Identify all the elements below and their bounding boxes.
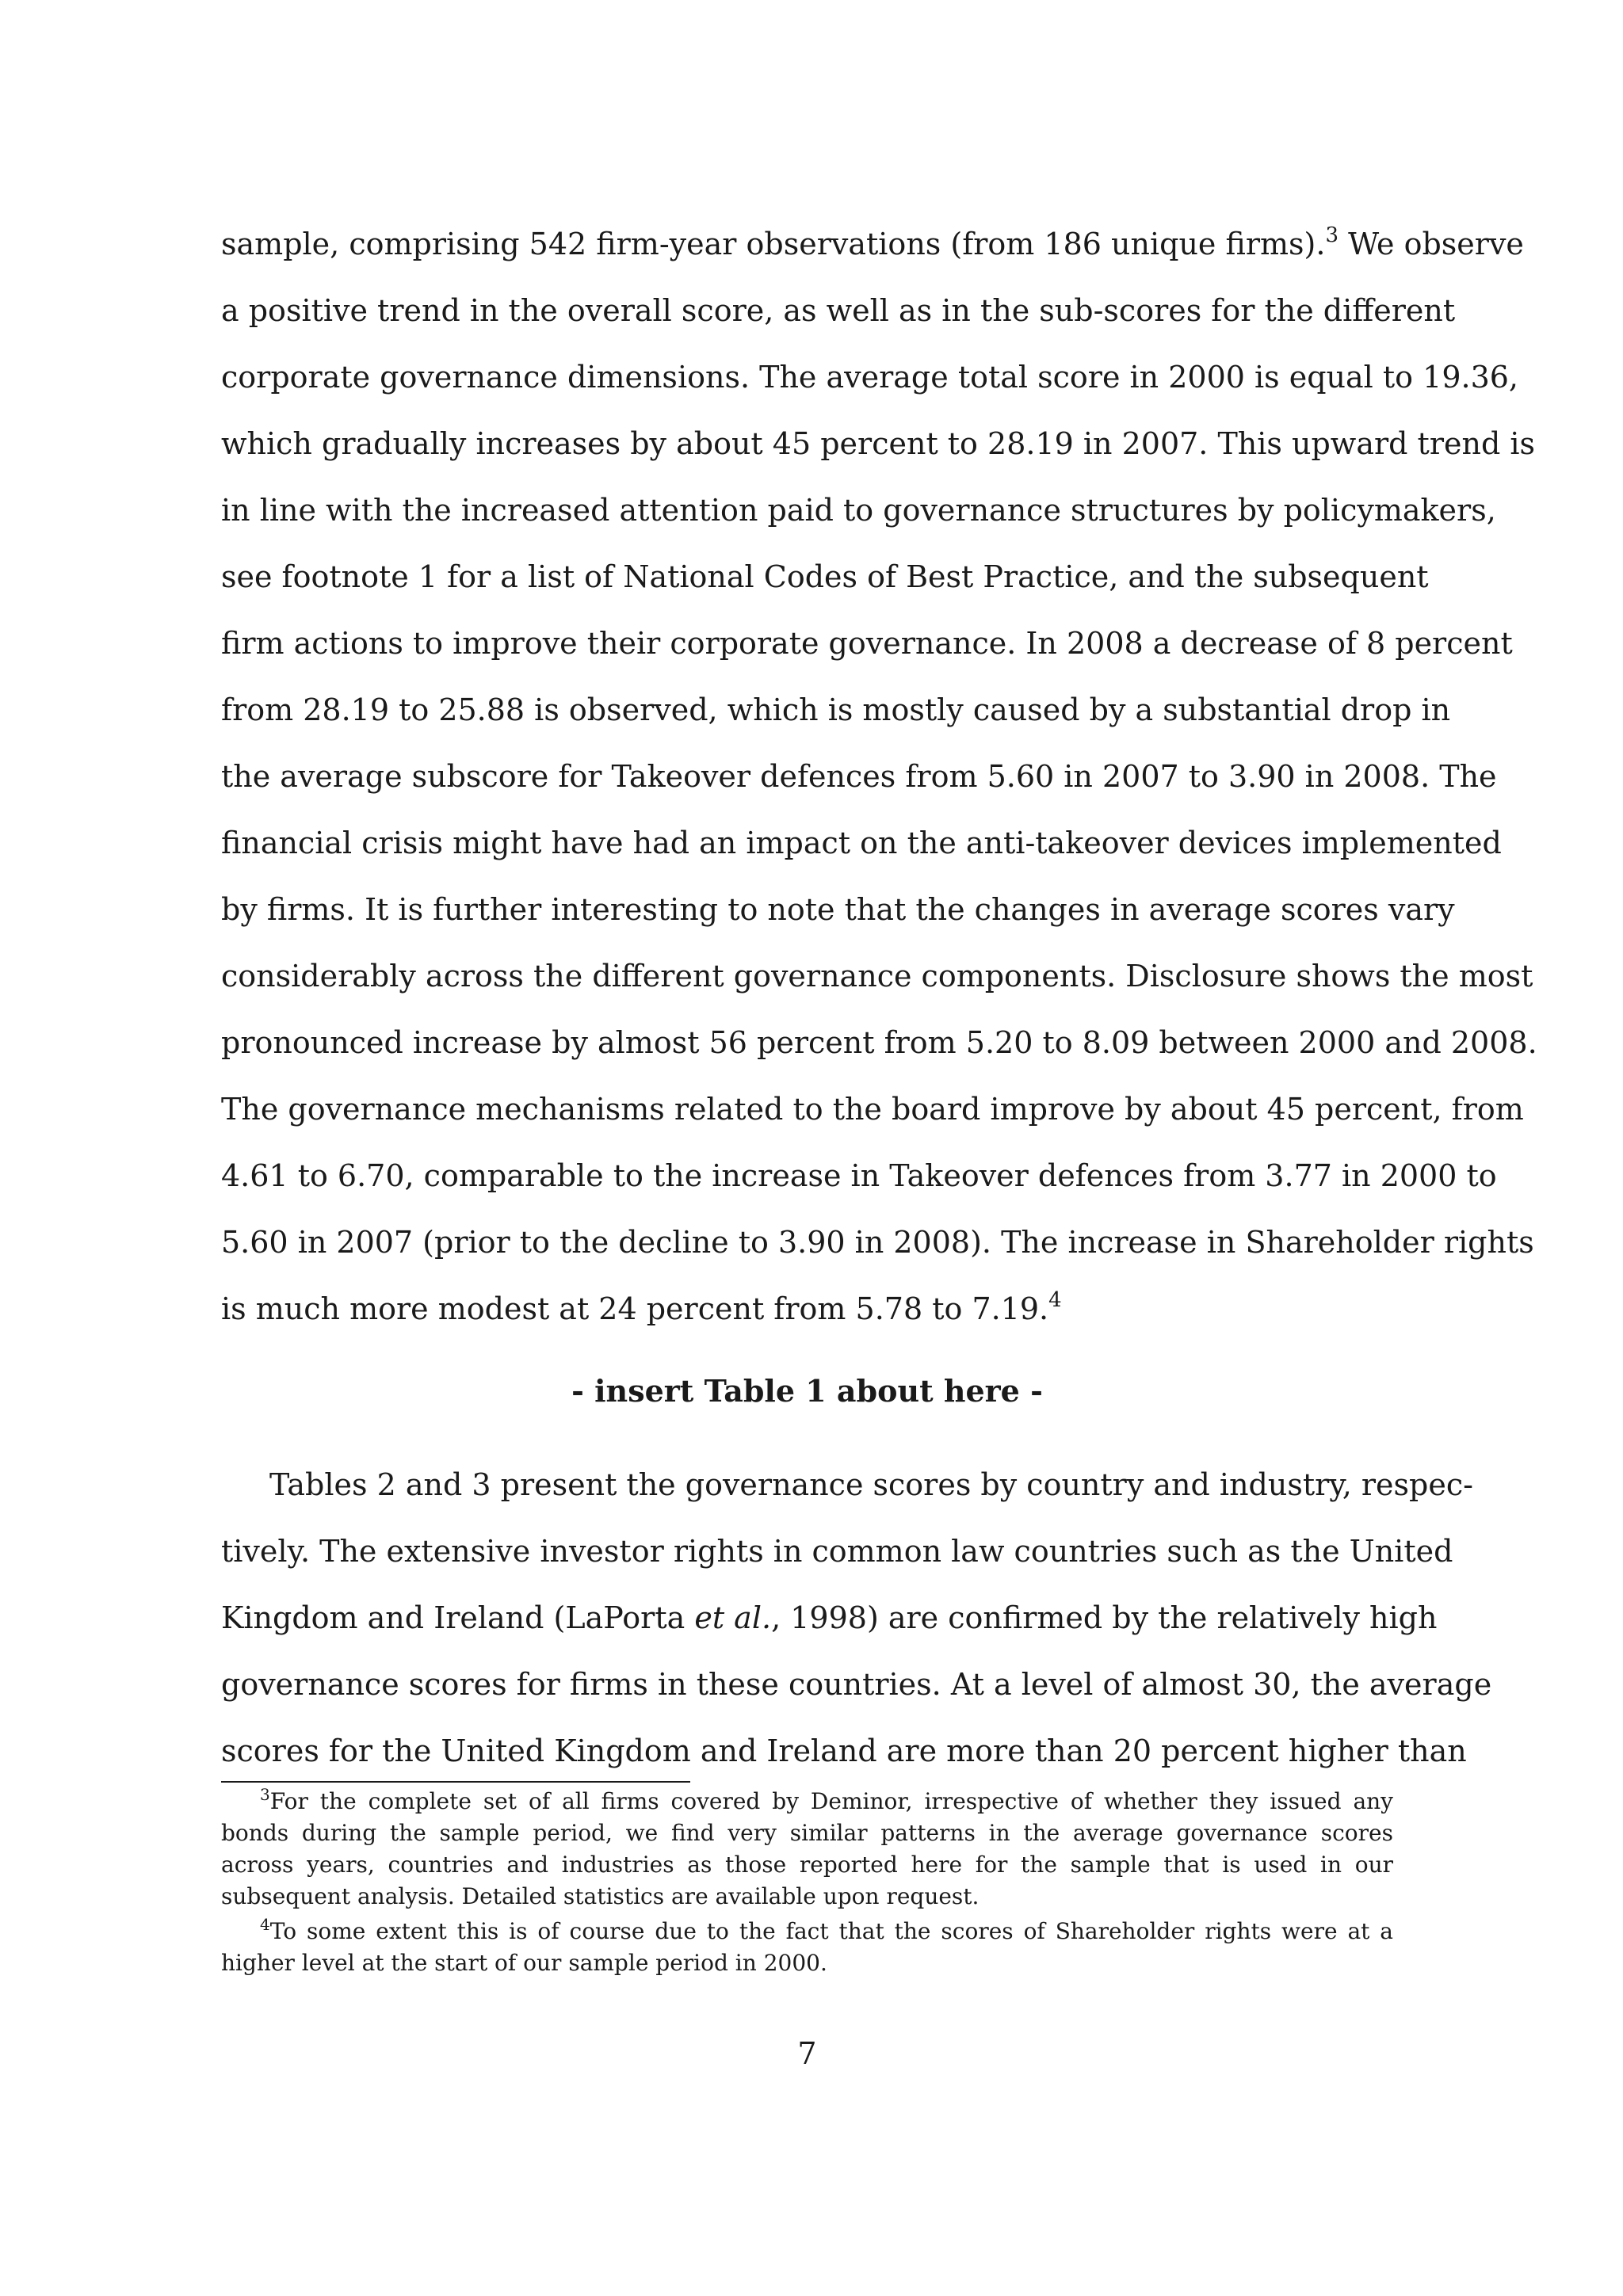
body-line: tively. The extensive investor rights in common law countries such as the United [221, 1534, 1453, 1569]
footnote-3-line: $^3$For the complete set of all firms covered by Deminor, irrespective of whether they issued any [260, 1784, 1393, 1814]
body-line: financial crisis might have had an impact on the anti-takeover devices implemented [221, 826, 1502, 860]
body-line: governance scores for firms in these countries. At a level of almost 30, the average [221, 1667, 1492, 1702]
body-line: which gradually increases by about 45 percent to 28.19 in 2007. This upward trend is [221, 426, 1536, 461]
citation-italic: et al. [694, 1600, 772, 1635]
body-line: The governance mechanisms related to the board improve by about 45 percent, from [221, 1092, 1524, 1127]
paragraph-1 [221, 211, 1537, 1344]
footnote-4-line: $^4$To some extent this is of course due to the fact that the scores of Shareholder rights were at a [260, 1914, 1393, 1944]
body-line: Tables 2 and 3 present the governance scores by country and industry, respec- [269, 1467, 1473, 1502]
footnote-4-line: higher level at the start of our sample period in 2000. [221, 1950, 827, 1976]
footnote-mark: 4 [260, 1914, 270, 1934]
body-line: is much more modest at 24 percent from 5.78 to 7.19.$^4$ [221, 1288, 1062, 1326]
footnotes [221, 1786, 1393, 1992]
footnote-ref[interactable]: 3 [1325, 223, 1338, 248]
page-number: 7 [797, 2036, 817, 2071]
insert-table-note: - insert Table 1 about here - [571, 1373, 1043, 1409]
body-line: 5.60 in 2007 (prior to the decline to 3.90 in 2008). The increase in Shareholder rights [221, 1225, 1534, 1260]
body-line: a positive trend in the overall score, as well as in the sub-scores for the different [221, 293, 1456, 328]
body-line: see footnote 1 for a list of National Codes of Best Practice, and the subsequent [221, 559, 1429, 594]
footnote-ref[interactable]: 4 [1048, 1288, 1062, 1313]
body-line: pronounced increase by almost 56 percent from 5.20 to 8.09 between 2000 and 2008. [221, 1025, 1537, 1060]
body-line: sample, comprising 542 firm-year observations (from 186 unique firms).$^3$ We observe [221, 223, 1524, 261]
body-line: firm actions to improve their corporate governance. In 2008 a decrease of 8 percent [221, 626, 1513, 661]
footnote-divider [221, 1781, 690, 1783]
body-line: by firms. It is further interesting to note that the changes in average scores vary [221, 892, 1455, 927]
body-line: scores for the United Kingdom and Ireland are more than 20 percent higher than [221, 1733, 1467, 1768]
footnote-3-line: across years, countries and industries as those reported here for the sample that is used in our [221, 1852, 1393, 1878]
footnote-3-line: bonds during the sample period, we find very similar patterns in the average governance scores [221, 1820, 1393, 1846]
body-line: the average subscore for Takeover defences from 5.60 in 2007 to 3.90 in 2008. The [221, 759, 1497, 794]
body-line: 4.61 to 6.70, comparable to the increase in Takeover defences from 3.77 in 2000 to [221, 1158, 1497, 1193]
footnote-mark: 3 [260, 1784, 270, 1804]
paragraph-2 [221, 1451, 1492, 1784]
body-line: in line with the increased attention paid to governance structures by policymakers, [221, 493, 1496, 528]
footnote-3-line: subsequent analysis. Detailed statistics are available upon request. [221, 1883, 980, 1909]
body-line: Kingdom and Ireland (LaPorta et al., 1998) are confirmed by the relatively high [221, 1600, 1438, 1635]
body-line: from 28.19 to 25.88 is observed, which is mostly caused by a substantial drop in [221, 692, 1451, 727]
body-line: corporate governance dimensions. The average total score in 2000 is equal to 19.36, [221, 360, 1519, 395]
body-line: considerably across the different governance components. Disclosure shows the most [221, 959, 1533, 994]
